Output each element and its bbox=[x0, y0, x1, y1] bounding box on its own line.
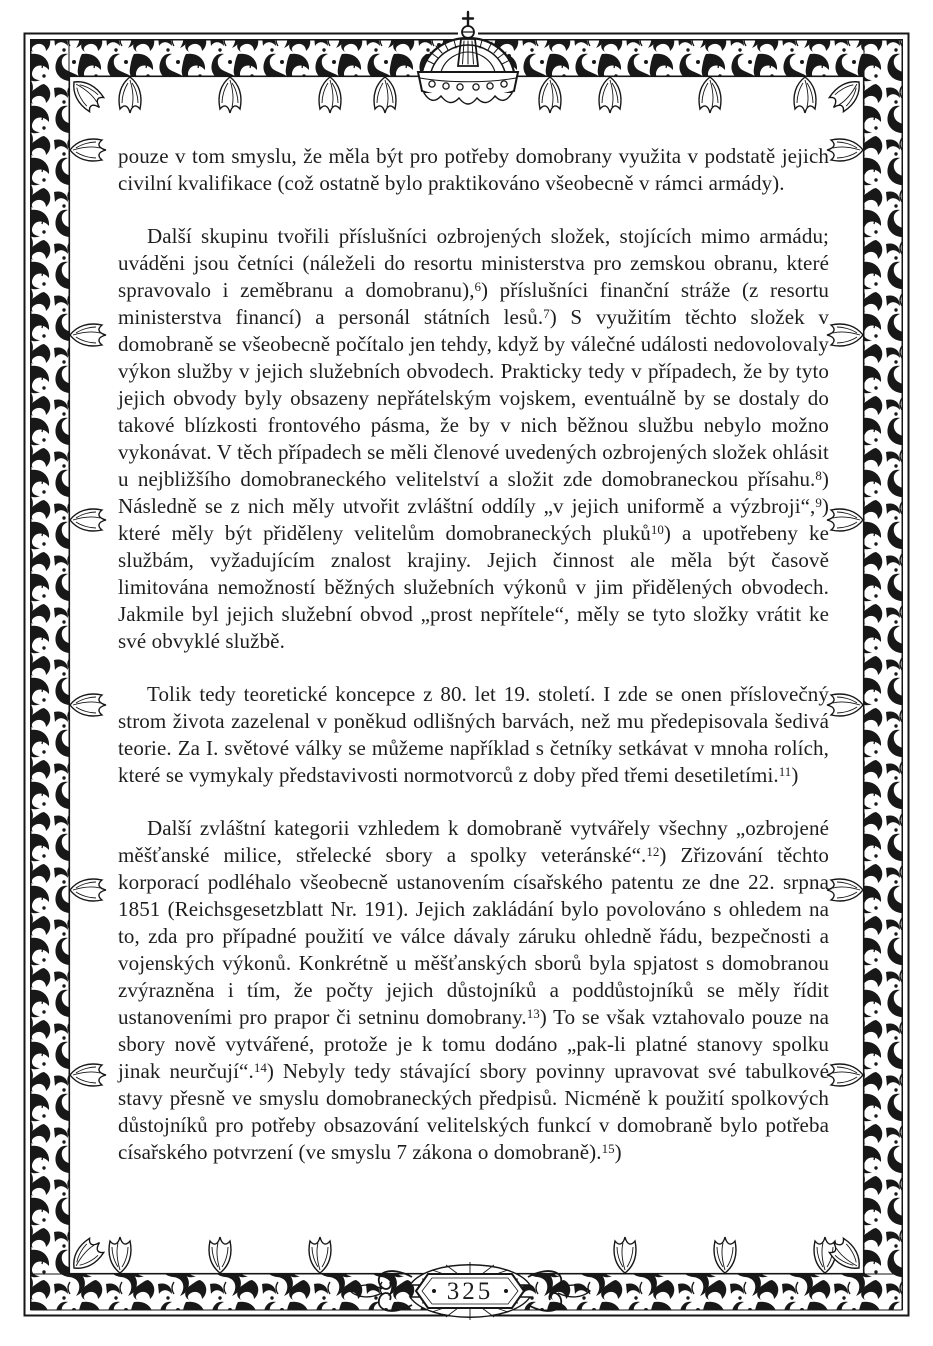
paragraph bbox=[118, 143, 829, 197]
text-segment: ) které měly být přiděleny velitelům domobraneckých pluků bbox=[118, 494, 829, 545]
text-segment: ) bbox=[791, 763, 799, 787]
footnote-reference: 11 bbox=[778, 764, 792, 779]
text-segment: ) příslušníci finanční stráže (z resortu ministerstva financí) a personál státních lesů. bbox=[118, 278, 829, 329]
foliage-band-right bbox=[864, 40, 902, 1274]
footnote-reference: 13 bbox=[526, 1006, 540, 1021]
footnote-reference: 8 bbox=[815, 468, 822, 483]
text-segment: ) Nebyly tedy stávající sbory povinny upravovat své tabulkové stavy přesně ve smyslu domobraneckých předpisů. Nicméně k použití spolkových důstojníků pro potřeby obsazování velitelských funkcí v domobraně bylo potřeba císařského potvrzení (ve smyslu 7 zákona o domobraně). bbox=[118, 1059, 829, 1164]
text-segment: Další skupinu tvořili příslušníci ozbrojených složek, stojících mimo armádu; uváděni jsou četníci (náleželi do resortu ministerstva pro zemskou obranu, které spravovalo i zeměbranu a domobranu), bbox=[118, 224, 829, 302]
paragraph bbox=[118, 815, 829, 1166]
text-segment: pouze v tom smyslu, že měla být pro potřeby domobrany využita v podstatě jejich civilní kvalifikace (což ostatně bylo praktikováno všeobecně v rámci armády). bbox=[118, 144, 829, 195]
text-block bbox=[118, 143, 829, 1192]
footnote-reference: 9 bbox=[815, 495, 822, 510]
footnote-reference: 6 bbox=[474, 279, 482, 294]
text-segment: Další zvláštní kategorii vzhledem k domobraně vytvářely všechny „ozbrojené měšťanské milice, střelecké sbory a spolky veteránské“. bbox=[118, 816, 829, 867]
foliage-band-left bbox=[31, 40, 69, 1274]
footnote-reference: 7 bbox=[543, 306, 550, 321]
text-segment: ) To se však vztahovalo pouze na sbory nově vytvářené, protože je k tomu dodáno „pak-li platné stanovy spolku jinak neurčují“. bbox=[118, 1005, 829, 1083]
footnote-reference: 15 bbox=[601, 1141, 615, 1156]
footnote-reference: 10 bbox=[650, 522, 664, 537]
text-segment: ) a upotřebeny ke službám, vyžadujícím znalost krajiny. Jejich činnost ale měla být časově limitována nemožností běžných služebních výkonů v jim přidělených obvodech. Jakmile byl jejich služební obvod „prost nepřítele“, měly se tyto složky vrátit ke své obvyklé službě. bbox=[118, 521, 830, 653]
text-segment: ) Následně se z nich měly utvořit zvláštní oddíly „v jejich uniformě a výzbroji“, bbox=[118, 467, 829, 518]
text-segment: ) bbox=[614, 1140, 622, 1164]
text-segment: ) S využitím těchto složek v domobraně se všeobecně počítalo jen tehdy, když by válečné události nedovolovaly výkon služby v jejich služebních obvodech. Prakticky tedy v případech, že by tyto jejich obvody byly obsazeny nepřátelským vojskem, eventuálně by se dostaly do takové blízkosti frontového pásma, že by v nich běžnou službu nebylo možno vykonávat. V těch případech se měli členové uvedených ozbrojených složek ohlásit u nejbližšího domobraneckého velitelství a složit zde domobraneckou přísahu. bbox=[118, 305, 829, 491]
footnote-reference: 14 bbox=[253, 1060, 267, 1075]
footnote-reference: 12 bbox=[646, 844, 660, 859]
paragraph bbox=[118, 681, 829, 789]
text-segment: Tolik tedy teoretické koncepce z 80. let 19. století. I zde se onen příslovečný strom života zazelenal v poněkud odlišných barvách, než mu předepisovala šedivá teorie. Za I. světové války se můžeme například s četníky setkávat v mnoha rolích, které se vymykaly představivosti normotvorců z doby před třemi desetiletími. bbox=[118, 682, 829, 787]
crown-icon bbox=[418, 10, 518, 109]
paragraph bbox=[118, 223, 829, 655]
page-number: 325 bbox=[446, 1278, 494, 1305]
text-segment: ) Zřizování těchto korporací podléhalo všeobecně ustanovením císařského patentu ze dne 22. srpna 1851 (Reichsgesetzblatt Nr. 191). Jejich zakládání bylo povolováno s ohledem na to, zda pro případné použití ve válce dávaly záruku ohledně řádu, bezpečnosti a vojenských výkonů. Konkrétně u měšťanských sborů byla spjatost s domobranou zvýrazněna i tím, že počty jejich důstojníků a poddůstojníků se měly řídit ustanoveními pro prapor či setninu domobrany. bbox=[118, 843, 829, 1029]
